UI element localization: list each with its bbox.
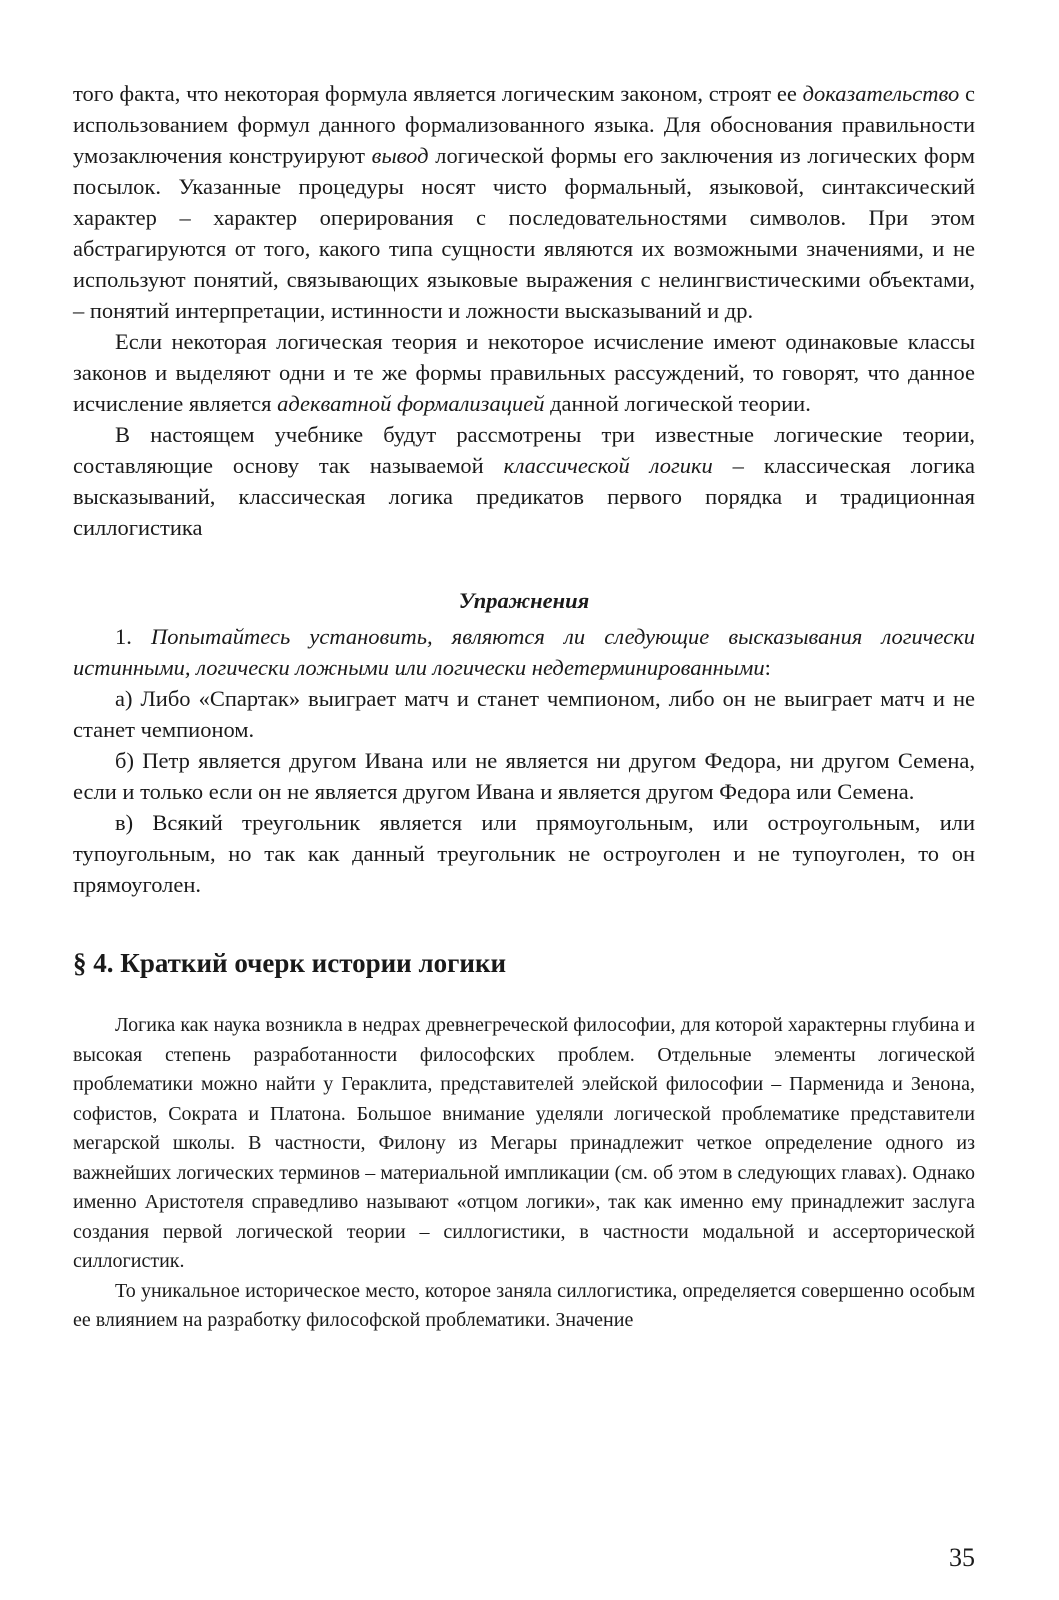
paragraph-classical-logic — [73, 419, 975, 543]
paragraph-adequate-formalization — [73, 326, 975, 419]
task-text: Попытайтесь установить, являются ли следующие высказывания логически истинными, логически ложными или логически недетерминированными — [73, 624, 975, 680]
page-body — [73, 78, 975, 1336]
section-paragraph-2: То уникальное историческое место, которое заняла силлогистика, определяется совершенно особым ее влиянием на разработку философской проблематики. Значение — [73, 1279, 975, 1331]
exercise-item-c: в) Всякий треугольник является или прямоугольным, или остроугольным, или тупоугольным, но так как данный треугольник не остроуголен и не тупоуголен, то он прямоуголен. — [73, 810, 975, 897]
task-colon: : — [764, 655, 771, 680]
text-span: В настоящем учебнике будут рассмотрены три известные логические теории, составляющие основу так называемой — [73, 422, 975, 478]
page-number: 35 — [949, 1543, 975, 1572]
exercise-item-b: б) Петр является другом Ивана или не является ни другом Федора, ни другом Семена, если и только если он не является другом Ивана и является другом Федора или Семена. — [73, 748, 975, 804]
text-span: данной логической теории. — [544, 391, 811, 416]
exercise-item-a: а) Либо «Спартак» выиграет матч и станет чемпионом, либо он не выиграет матч и не станет чемпионом. — [73, 686, 975, 742]
exercise-task — [73, 621, 975, 683]
text-span: Если некоторая логическая теория и некоторое исчисление имеют одинаковые классы законов и выделяют одни и те же формы правильных рассуждений, то говорят, что данное исчисление является — [73, 329, 975, 416]
term-classical-logic: классической логики — [503, 453, 713, 478]
text-span: того факта, что некоторая формула является логическим законом, строят ее — [73, 81, 803, 106]
term-derivation: вывод — [371, 143, 429, 168]
text-span: – классическая логика высказываний, классическая логика предикатов первого порядка и традиционная силлогистика — [73, 453, 975, 540]
term-adequate-formalization: адекватной формализацией — [277, 391, 545, 416]
term-proof: доказательство — [802, 81, 960, 106]
exercises-heading: Упражнения — [458, 588, 590, 613]
task-number: 1. — [115, 624, 152, 649]
section-paragraph-1: Логика как наука возникла в недрах древнегреческой философии, для которой характерны глубина и высокая степень разработанности философских проблем. Отдельные элементы логической проблематики можно найти у Гераклита, представителей элейской философии – Парменида и Зенона, софистов, Сократа и Платона. Большое внимание уделяли логической проблематике представители мегарской школы. В частности, Филону из Мегары принадлежит четкое определение одного из важнейших логических терминов – материальной импликации (см. об этом в следующих главах). Однако именно Аристотеля справедливо называют «отцом логики», так как именно ему принадлежит заслуга создания первой логической теории – силлогистики, в частности модальной и ассерторической силлогистик. — [73, 1014, 975, 1272]
paragraph-continuation — [73, 78, 975, 326]
text-span: логической формы его заключения из логических форм посылок. Указанные процедуры носят чисто формальный, языковой, синтаксический характер – характер оперирования с последовательностями символов. При этом абстрагируются от того, какого типа сущности являются их возможными значениями, и не используют понятий, связывающих языковые выражения с нелингвистическими объектами, – понятий интерпретации, истинности и ложности высказываний и др. — [73, 143, 975, 323]
text-span: с использованием формул данного формализованного языка. Для обоснования правильности умозаключения конструируют — [73, 81, 975, 168]
section-title: § 4. Краткий очерк истории логики — [73, 948, 507, 978]
